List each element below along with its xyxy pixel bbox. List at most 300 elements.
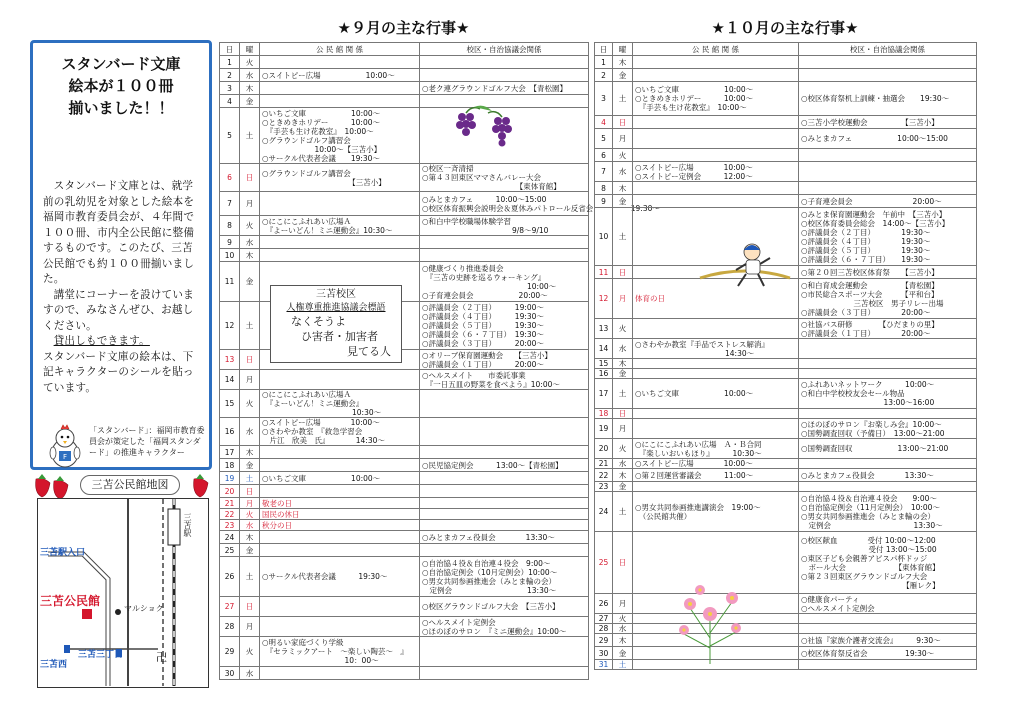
weekday-cell: 金 [613,647,633,660]
community-hall-event-cell [633,116,799,129]
school-district-event-cell: ○ヘルスメイト定例会 ○ほのぼのサロン 『ミニ運動会』10:00～ [420,617,589,637]
community-hall-event-cell [260,531,420,544]
header-day: 日 [220,43,240,56]
weekday-cell: 月 [240,192,260,216]
weekday-cell: 火 [240,637,260,667]
community-hall-event-cell [260,459,420,472]
table-row [595,660,977,670]
day-cell: 1 [595,56,613,69]
table-row [220,390,589,418]
weekday-cell: 土 [613,492,633,532]
table-row [595,129,977,149]
day-cell: 15 [595,359,613,369]
school-district-event-cell [799,459,977,469]
table-row [220,236,589,249]
header-weekday: 曜 [613,43,633,56]
map-label-mitoma-east: 三苫三丁目 [78,650,124,660]
school-district-event-cell [799,56,977,69]
notice-body [43,179,201,396]
notice-paragraph-2: 講堂にコーナーを設けていますので、みなさんぜひ、お越しください。 [43,288,194,332]
school-district-event-cell: ○社協『家族介護者交流会』 9:30～ [799,634,977,647]
community-hall-event-cell: ○明るい家庭づくり学級 『セラミックアート ～楽しい陶芸～ 』 10：00～ [260,637,420,667]
school-district-event-cell: ○校区体育祭机上訓練・抽選会 19:30～ [799,82,977,116]
school-district-event-cell: ○みとまカフェ 10:00～15:00 [799,129,977,149]
weekday-cell: 土 [613,208,633,266]
table-row [220,446,589,459]
school-district-event-cell: ○みとま保育園運動会 午前中 【三苫小】 ○校区体育委員会総会 14:00～【三苫小】 ○評議員会（２丁目） 19:30～ ○評議員会（４丁目） 19:30～ ○評議員会（５丁目） 19:30～ ○評議員会（６・７丁目） 19:30～ [799,208,977,266]
map-label-hall: 三苫公民館 [40,594,101,608]
community-hall-event-cell: ○いちご文庫 10:00～ ○ときめきホリデー 10:00～ 『手芸も生け花教室』 10:00～ [633,82,799,116]
school-district-event-cell: ○みとまカフェ役員会 13:30～ [799,469,977,482]
header-day: 日 [595,43,613,56]
community-hall-event-cell [633,129,799,149]
community-hall-event-cell [633,359,799,369]
table-row [220,370,589,390]
table-row [595,82,977,116]
community-hall-event-cell [260,192,420,216]
table-row [220,249,589,262]
weekday-cell: 火 [613,149,633,162]
day-cell: 15 [220,390,240,418]
weekday-cell: 金 [240,95,260,108]
weekday-cell: 月 [240,370,260,390]
community-hall-event-cell: ○スイトピー広場 10:00～ ○さわやか教室 『救急学習会 片江 欣美 氏』 14:30～ [260,418,420,446]
school-district-event-cell [420,544,589,557]
school-district-event-cell: ○校区体育祭反省会 19:30～ [799,647,977,660]
weekday-cell: 水 [613,339,633,359]
community-hall-event-cell: ○いちご文庫 10:00～ [260,472,420,485]
weekday-cell: 水 [240,667,260,680]
weekday-cell: 土 [613,660,633,670]
community-hall-event-cell: ○男女共同参画推進講演会 19:00～ （公民館共催） [633,492,799,532]
october-title: ★１０月の主な行事★ [711,19,859,37]
community-hall-event-cell [633,195,799,208]
map-label-station-entrance: 三苫駅入口 [40,548,86,558]
day-cell: 28 [595,624,613,634]
community-hall-event-cell: ○にこにこふれあい広場Ａ 『よーいどん！ミニ運動会』 10:30～ [260,390,420,418]
community-hall-event-cell [633,369,799,379]
weekday-cell: 火 [240,56,260,69]
weekday-cell: 金 [240,262,260,302]
school-district-event-cell [420,472,589,485]
weekday-cell: 土 [613,379,633,409]
table-row [595,594,977,614]
table-row [595,319,977,339]
day-cell: 2 [220,69,240,82]
day-cell: 27 [595,614,613,624]
table-row [220,108,589,164]
table-row [220,509,589,520]
table-row [595,439,977,459]
day-cell: 24 [595,492,613,532]
day-cell: 9 [220,236,240,249]
table-row [220,544,589,557]
table-row [595,149,977,162]
school-district-event-cell [799,149,977,162]
school-district-event-cell [799,359,977,369]
table-row [220,667,589,680]
day-cell: 12 [220,302,240,350]
table-row [220,95,589,108]
day-cell: 26 [595,594,613,614]
weekday-cell: 木 [240,446,260,459]
day-cell: 16 [595,369,613,379]
weekday-cell: 土 [240,108,260,164]
header-school-district: 校区・自治協議会関係 [420,43,589,56]
community-hall-event-cell: 敬老の日 [260,498,420,509]
school-district-event-cell [420,69,589,82]
day-cell: 11 [220,262,240,302]
community-hall-event-cell: ○にこにこふれあい広場Ａ 『よーいどん！ミニ運動会』10:30～ [260,216,420,236]
community-hall-event-cell: ○いちご文庫 10:00～ [633,379,799,409]
school-district-event-cell [799,482,977,492]
day-cell: 2 [595,69,613,82]
table-row [220,192,589,216]
weekday-cell: 木 [613,182,633,195]
day-cell: 6 [220,164,240,192]
weekday-cell: 火 [240,390,260,418]
weekday-cell: 日 [613,266,633,279]
table-row [220,498,589,509]
weekday-cell: 火 [613,614,633,624]
day-cell: 25 [595,532,613,594]
community-hall-event-cell [260,95,420,108]
school-district-event-cell: ○健康食パーティ ○ヘルスメイト定例会 [799,594,977,614]
weekday-cell: 水 [240,520,260,531]
weekday-cell: 月 [240,498,260,509]
day-cell: 6 [595,149,613,162]
table-row [220,82,589,95]
day-cell: 10 [220,249,240,262]
table-row [220,520,589,531]
weekday-cell: 木 [240,531,260,544]
table-row [220,617,589,637]
school-district-event-cell: ○民児協定例会 13:00～【青松園】 [420,459,589,472]
school-district-event-cell: ○三苫小学校運動会 【三苫小】 [799,116,977,129]
header-school-district: 校区・自治協議会関係 [799,43,977,56]
weekday-cell: 月 [613,129,633,149]
october-schedule-table [594,42,977,670]
school-district-event-cell [420,520,589,531]
svg-text:F: F [62,453,68,461]
school-district-event-cell: ○ふれあいネットワーク 10:00～ ○和白中学校校友会セール物品 13:00～16:00 [799,379,977,409]
day-cell: 23 [220,520,240,531]
table-row [595,492,977,532]
weekday-cell: 日 [240,597,260,617]
day-cell: 3 [595,82,613,116]
school-district-event-cell [799,339,977,359]
header-weekday: 曜 [240,43,260,56]
school-district-event-cell [420,637,589,667]
school-district-event-cell: ○健康づくり推進委員会 『三苫の史跡を巡るウォーキング』 10:00～ ○子育連会員会 20:00～ [420,262,589,302]
community-hall-event-cell [260,82,420,95]
community-hall-event-cell [260,544,420,557]
day-cell: 21 [220,498,240,509]
weekday-cell: 木 [240,82,260,95]
mascot-block [43,425,207,469]
table-row [595,56,977,69]
weekday-cell: 水 [613,459,633,469]
weekday-cell: 木 [613,56,633,69]
day-cell: 30 [220,667,240,680]
shrine-mark-icon: 卍 [156,651,167,664]
school-district-event-cell: ○老ク連グラウンドゴルフ大会 【青松園】 [420,82,589,95]
table-row [595,634,977,647]
table-row [595,339,977,359]
day-cell: 1 [220,56,240,69]
weekday-cell: 金 [613,195,633,208]
day-cell: 30 [595,647,613,660]
community-hall-event-cell [633,319,799,339]
weekday-cell: 火 [613,319,633,339]
community-hall-event-cell [260,667,420,680]
community-hall-event-cell [633,69,799,82]
school-district-event-cell: ○子育連会員会 20:00～ [799,195,977,208]
school-district-event-cell [420,418,589,446]
day-cell: 23 [595,482,613,492]
day-cell: 5 [595,129,613,149]
weekday-cell: 月 [613,594,633,614]
table-row [595,369,977,379]
day-cell: 21 [595,459,613,469]
school-district-event-cell: ○校区献血 受付 10:00～12:00 受付 13:00～15:00 ○東区子ども会親善アビスパ杯ドッジ ボール大会 【東体育館】 ○第２３回東区グラウンドゴルフ大会 【雁レク】 [799,532,977,594]
table-row [220,69,589,82]
school-district-event-cell [799,614,977,624]
community-hall-event-cell [260,597,420,617]
community-hall-event-cell [260,446,420,459]
day-cell: 20 [220,485,240,498]
day-cell: 18 [595,409,613,419]
weekday-cell: 金 [240,544,260,557]
day-cell: 31 [595,660,613,670]
day-cell: 17 [595,379,613,409]
school-district-event-cell: ○みとまカフェ 10:00～15:00 ○校区体育振興会説明会＆夏休みパトロール反省会 19:30～ [420,192,589,216]
weekday-cell: 月 [613,419,633,439]
running-child-illustration-icon [700,238,790,298]
table-row [595,69,977,82]
school-district-event-cell: ○自治協４役＆自治連４役会 9:00～ ○自治協定例会（11月定例会） 10:00～ ○男女共同参画推進会（みとま輪の会） 定例会 13:30～ [799,492,977,532]
school-district-event-cell [799,182,977,195]
school-district-event-cell: ○和白育成会運動会 【青松園】 ○市民総合スポーツ大会 【平和台】 三苫校区 男子リレー出場 ○評議員会（３丁目） 20:00～ [799,279,977,319]
school-district-event-cell: ○評議員会（２丁目） 19:00～ ○評議員会（４丁目） 19:30～ ○評議員会（５丁目） 19:30～ ○評議員会（６・７丁目） 19:30～ ○評議員会（３丁目） 20:00～ [420,302,589,350]
community-hall-event-cell [633,56,799,69]
table-row [595,647,977,660]
weekday-cell: 日 [240,164,260,192]
community-hall-event-cell [633,419,799,439]
day-cell: 17 [220,446,240,459]
community-hall-event-cell [633,482,799,492]
human-rights-slogan-poster [270,285,402,363]
school-district-event-cell [799,369,977,379]
community-hall-event-cell [633,149,799,162]
table-row [595,379,977,409]
table-row [595,195,977,208]
day-cell: 8 [595,182,613,195]
map-title: 三苫公民館地図 [80,475,180,495]
day-cell: 29 [595,634,613,647]
mascot-caption: 「スタンバード」：福岡市教育委員会が策定した「福岡スタンダード」の推進キャラクター [89,426,205,457]
day-cell: 28 [220,617,240,637]
weekday-cell: 金 [240,459,260,472]
day-cell: 14 [220,370,240,390]
table-row [595,116,977,129]
community-hall-event-cell: ○いちご文庫 10:00～ ○ときめきホリデー 10:00～ 『手芸も生け花教室』 10:00～ ○グラウンドゴルフ講習会 10:00～【三苫小】 ○サークル代表者会議 19:30～ [260,108,420,164]
stambird-mascot-icon [45,425,85,469]
day-cell: 13 [220,350,240,370]
table-row [595,469,977,482]
header-community-hall: 公 民 館 関 係 [260,43,420,56]
school-district-event-cell: ○みとまカフェ役員会 13:30～ [420,531,589,544]
weekday-cell: 火 [613,439,633,459]
day-cell: 8 [220,216,240,236]
community-hall-event-cell: ○スイトピー広場 10:00～ [633,459,799,469]
school-district-event-cell [420,485,589,498]
table-row [595,162,977,182]
day-cell: 11 [595,266,613,279]
slogan-line-4: ひ害者・加害者 [301,330,378,343]
notice-heading-line-2: 絵本が１００冊 [68,77,174,95]
day-cell: 18 [220,459,240,472]
school-district-event-cell: ○校区グラウンドゴルフ大会 【三苫小】 [420,597,589,617]
community-hall-event-cell [260,617,420,637]
slogan-line-1: 三苫校区 [316,289,356,300]
school-district-event-cell [799,409,977,419]
community-hall-event-cell [260,236,420,249]
school-district-event-cell [420,236,589,249]
community-hall-event-cell: ○スイトピー広場 10:00～ ○スイトピー定例会 12:00～ [633,162,799,182]
weekday-cell: 金 [613,482,633,492]
table-row [220,216,589,236]
weekday-cell: 土 [240,557,260,597]
slogan-line-5: 見てる人 [347,345,391,358]
school-district-event-cell: ○第２０回三苫校区体育祭 【三苫小】 [799,266,977,279]
table-row [220,418,589,446]
community-hall-event-cell: ○にこにこふれあい広場 Ａ・Ｂ合同 『楽しいおいもほり』 10:30～ [633,439,799,459]
community-hall-event-cell [260,249,420,262]
table-row [595,614,977,624]
school-district-event-cell [420,498,589,509]
day-cell: 19 [220,472,240,485]
day-cell: 9 [595,195,613,208]
weekday-cell: 木 [240,249,260,262]
weekday-cell: 日 [613,116,633,129]
table-row [595,409,977,419]
day-cell: 16 [220,418,240,446]
table-header-row [220,43,589,56]
community-hall-event-cell: ○サークル代表者会議 19:30～ [260,557,420,597]
community-hall-event-cell: 体育の日 [633,279,799,319]
weekday-cell: 水 [240,418,260,446]
table-row [220,637,589,667]
day-cell: 26 [220,557,240,597]
day-cell: 22 [595,469,613,482]
weekday-cell: 日 [240,350,260,370]
day-cell: 20 [595,439,613,459]
school-district-event-cell: ○自治協４役＆自治連４役会 9:00～ ○自治協定例会（10月定例会）10:00～ ○男女共同参画推進会（みとま輪の会） 定例会 13:30～ [420,557,589,597]
day-cell: 10 [595,208,613,266]
day-cell: 3 [220,82,240,95]
community-hall-event-cell [260,485,420,498]
table-row [595,459,977,469]
weekday-cell: 月 [613,279,633,319]
day-cell: 22 [220,509,240,520]
school-district-event-cell: ○和白中学校職場体験学習 9/8～9/10 [420,216,589,236]
weekday-cell: 日 [240,485,260,498]
community-hall-event-cell [633,409,799,419]
school-district-event-cell [799,69,977,82]
table-row [595,624,977,634]
day-cell: 7 [595,162,613,182]
table-row [220,485,589,498]
table-header-row [595,43,977,56]
community-hall-event-cell: ○グラウンドゴルフ講習会 【三苫小】 [260,164,420,192]
community-hall-event-cell: ○さわやか教室『手品でストレス解消』 14:30～ [633,339,799,359]
header-community-hall: 公 民 館 関 係 [633,43,799,56]
weekday-cell: 水 [240,69,260,82]
weekday-cell: 水 [613,624,633,634]
weekday-cell: 日 [613,532,633,594]
community-hall-event-cell: ○第２回運営審議会 11:00～ [633,469,799,482]
notice-heading-line-3: 揃いました！！ [68,99,174,117]
table-row [595,419,977,439]
community-hall-event-cell [260,56,420,69]
table-row [595,182,977,195]
day-cell: 24 [220,531,240,544]
day-cell: 29 [220,637,240,667]
notice-heading [33,53,209,119]
community-hall-event-cell: ○スイトピー広場 10:00～ [260,69,420,82]
cosmos-flowers-illustration-icon [670,578,750,664]
community-hall-event-cell: 国民の休日 [260,509,420,520]
weekday-cell: 木 [613,359,633,369]
notice-paragraph-4: スタンバード文庫の絵本は、下記キャラクターのシールを貼っています。 [43,350,194,394]
weekday-cell: 土 [613,82,633,116]
map-label-mitoma-west: 三苫西 [40,660,68,670]
day-cell: 14 [595,339,613,359]
school-district-event-cell [420,390,589,418]
september-title: ★９月の主な行事★ [337,19,470,37]
school-district-event-cell [799,162,977,182]
school-district-event-cell [420,667,589,680]
notice-paragraph-1: スタンバード文庫とは、就学前の乳幼児を対象とした絵本を福岡市教育委員会が、４年間で１００冊、市内全公民館に整備するものです。このたび、三苫公民館でも約１００冊揃いました。 [43,180,195,285]
notice-heading-line-1: スタンバード文庫 [61,55,181,73]
table-row [220,557,589,597]
weekday-cell: 水 [240,236,260,249]
day-cell: 12 [595,279,613,319]
day-cell: 4 [220,95,240,108]
weekday-cell: 日 [613,409,633,419]
school-district-event-cell: ○国勢調査回収 13:00～21:00 [799,439,977,459]
school-district-event-cell: ○ヘルスメイト 市委託事業 『一日五皿の野菜を食べよう』10:00～ [420,370,589,390]
day-cell: 7 [220,192,240,216]
table-row [220,531,589,544]
weekday-cell: 水 [613,162,633,182]
table-row [220,597,589,617]
day-cell: 13 [595,319,613,339]
school-district-event-cell [799,660,977,670]
school-district-event-cell: ○校区一斉清掃 ○第４３回東区ママさんバレー大会 【東体育館】 [420,164,589,192]
weekday-cell: 金 [613,369,633,379]
grapes-illustration-icon [452,103,524,153]
weekday-cell: 土 [240,472,260,485]
weekday-cell: 火 [240,509,260,520]
school-district-event-cell: ○ほのぼのサロン『お楽しみ会』10:00～ ○国勢調査回収（予備日） 13:00～21:00 [799,419,977,439]
table-row [595,532,977,594]
day-cell: 27 [220,597,240,617]
table-row [595,359,977,369]
weekday-cell: 木 [613,469,633,482]
weekday-cell: 月 [240,617,260,637]
